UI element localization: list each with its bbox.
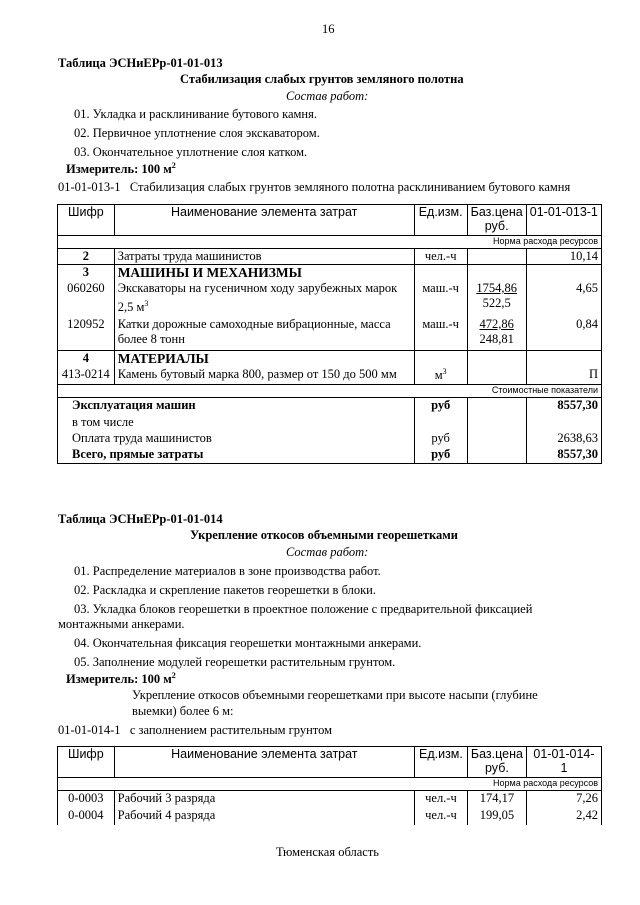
table2-code: 01-01-014-1 <box>58 723 121 737</box>
table2-desc: Укрепление откосов объемными георешетками при высоте насыпи (глубине <box>132 688 538 702</box>
table-cell: 0,84 <box>526 317 601 350</box>
header-price: Баз.цена руб. <box>467 205 526 236</box>
header-unit: Ед.изм. <box>414 747 467 778</box>
norm-label: Норма расхода ресурсов <box>467 236 601 249</box>
table1-work-item: 01. Укладка и расклинивание бутового камня. <box>74 107 317 121</box>
table-cell: Рабочий 3 разряда <box>114 791 414 808</box>
table-row: 413-0214 <box>58 367 115 385</box>
table2-desc: выемки) более 6 м: <box>132 704 234 718</box>
table1-meter: Измеритель: 100 $м^2$ <box>66 161 176 177</box>
cost-row: в том числе <box>58 415 415 431</box>
table2-work-item: 02. Раскладка и скрепление пакетов георешетки в блоки. <box>74 583 376 597</box>
table2-code-desc: с заполнением растительным грунтом <box>129 723 333 737</box>
table-row: 120952 <box>58 317 115 350</box>
header-shifr: Шифр <box>58 205 115 236</box>
page-footer: Тюменская область <box>276 845 379 859</box>
cost-unit: руб <box>414 447 467 464</box>
table-cell: Катки дорожные самоходные вибрационные, масса более 8 тонн <box>114 317 414 350</box>
table1-work-item: 02. Первичное уплотнение слоя экскаватором. <box>74 126 320 140</box>
cost-value: 8557,30 <box>526 398 601 415</box>
table1-code: 01-01-013-1 <box>58 180 121 194</box>
table-cell: маш.-ч <box>414 317 467 350</box>
table-cell: Рабочий 4 разряда <box>114 808 414 825</box>
table-cell: 174,17 <box>467 791 526 808</box>
header-code: 01-01-014-1 <box>526 747 601 778</box>
table2-caption: Таблица ЭСНиЕРр-01-01-014 <box>58 512 223 526</box>
table2-meter: Измеритель: 100 $м^2$ <box>66 671 176 687</box>
cost-row: Оплата труда машинистов <box>58 431 415 447</box>
header-shifr: Шифр <box>58 747 115 778</box>
table-cell: П <box>526 367 601 385</box>
table2-work-item: монтажными анкерами. <box>58 617 185 631</box>
table1-works-heading: Состав работ: <box>286 89 369 103</box>
table-row: 2 <box>58 249 115 265</box>
table2-work-item: 05. Заполнение модулей георешетки растительным грунтом. <box>74 655 396 669</box>
cost-value: 8557,30 <box>526 447 601 464</box>
table-cell: чел.-ч <box>414 249 467 265</box>
table-cell: 2,42 <box>526 808 601 825</box>
table1-caption: Таблица ЭСНиЕРр-01-01-013 <box>58 56 223 70</box>
table-cell: Затраты труда машинистов <box>114 249 414 265</box>
table-cell: Экскаваторы на гусеничном ходу зарубежных марок 2,5 $м^3$ <box>114 281 414 317</box>
table2-work-item: 03. Укладка блоков георешетки в проектное положение с предварительной фиксацией <box>74 602 533 616</box>
table1-title: Стабилизация слабых грунтов земляного полотна <box>180 72 464 86</box>
table-row: 060260 <box>58 281 115 317</box>
header-price: Баз.цена руб. <box>467 747 526 778</box>
norm-label: Норма расхода ресурсов <box>467 778 601 791</box>
cost-row: Эксплуатация машин <box>58 398 415 415</box>
table2-title: Укрепление откосов объемными георешетками <box>190 528 458 542</box>
section-heading: МАТЕРИАЛЫ <box>114 350 414 367</box>
table-cell: $м^3$ <box>414 367 467 385</box>
table1-code-desc: Стабилизация слабых грунтов земляного полотна расклиниванием бутового камня <box>129 180 571 194</box>
table-cell: чел.-ч <box>414 808 467 825</box>
page-number: 16 <box>322 22 335 36</box>
table-row: 0-0004 <box>58 808 115 825</box>
cost-unit: руб <box>414 398 467 415</box>
header-code: 01-01-013-1 <box>526 205 601 236</box>
table-cell: 4,65 <box>526 281 601 317</box>
header-unit: Ед.изм. <box>414 205 467 236</box>
table-cell: 1754,86 522,5 <box>467 281 526 317</box>
table-cell: 472,86 248,81 <box>467 317 526 350</box>
table-cell: маш.-ч <box>414 281 467 317</box>
table2-work-item: 01. Распределение материалов в зоне производства работ. <box>74 564 381 578</box>
table1-work-item: 03. Окончательное уплотнение слоя катком. <box>74 145 308 159</box>
table-row: 3 <box>58 265 115 282</box>
table1-code-line <box>58 180 570 195</box>
cost-value: 2638,63 <box>526 431 601 447</box>
cost-row: Всего, прямые затраты <box>58 447 415 464</box>
table-cell: чел.-ч <box>414 791 467 808</box>
table-row: 4 <box>58 350 115 367</box>
cost-label: Стоимостные показатели <box>467 385 601 398</box>
table1-resources <box>57 204 602 464</box>
table-cell: 7,26 <box>526 791 601 808</box>
table2-works-heading: Состав работ: <box>286 545 369 559</box>
table-cell: 10,14 <box>526 249 601 265</box>
header-name: Наименование элемента затрат <box>114 747 414 778</box>
table2-code-line <box>58 723 332 738</box>
section-heading: МАШИНЫ И МЕХАНИЗМЫ <box>114 265 414 282</box>
table-row: 0-0003 <box>58 791 115 808</box>
table2-work-item: 04. Окончательная фиксация георешетки монтажными анкерами. <box>74 636 422 650</box>
table-cell: 199,05 <box>467 808 526 825</box>
table2-resources <box>57 746 602 825</box>
table-cell: Камень бутовый марка 800, размер от 150 до 500 мм <box>114 367 414 385</box>
header-name: Наименование элемента затрат <box>114 205 414 236</box>
cost-unit: руб <box>414 431 467 447</box>
